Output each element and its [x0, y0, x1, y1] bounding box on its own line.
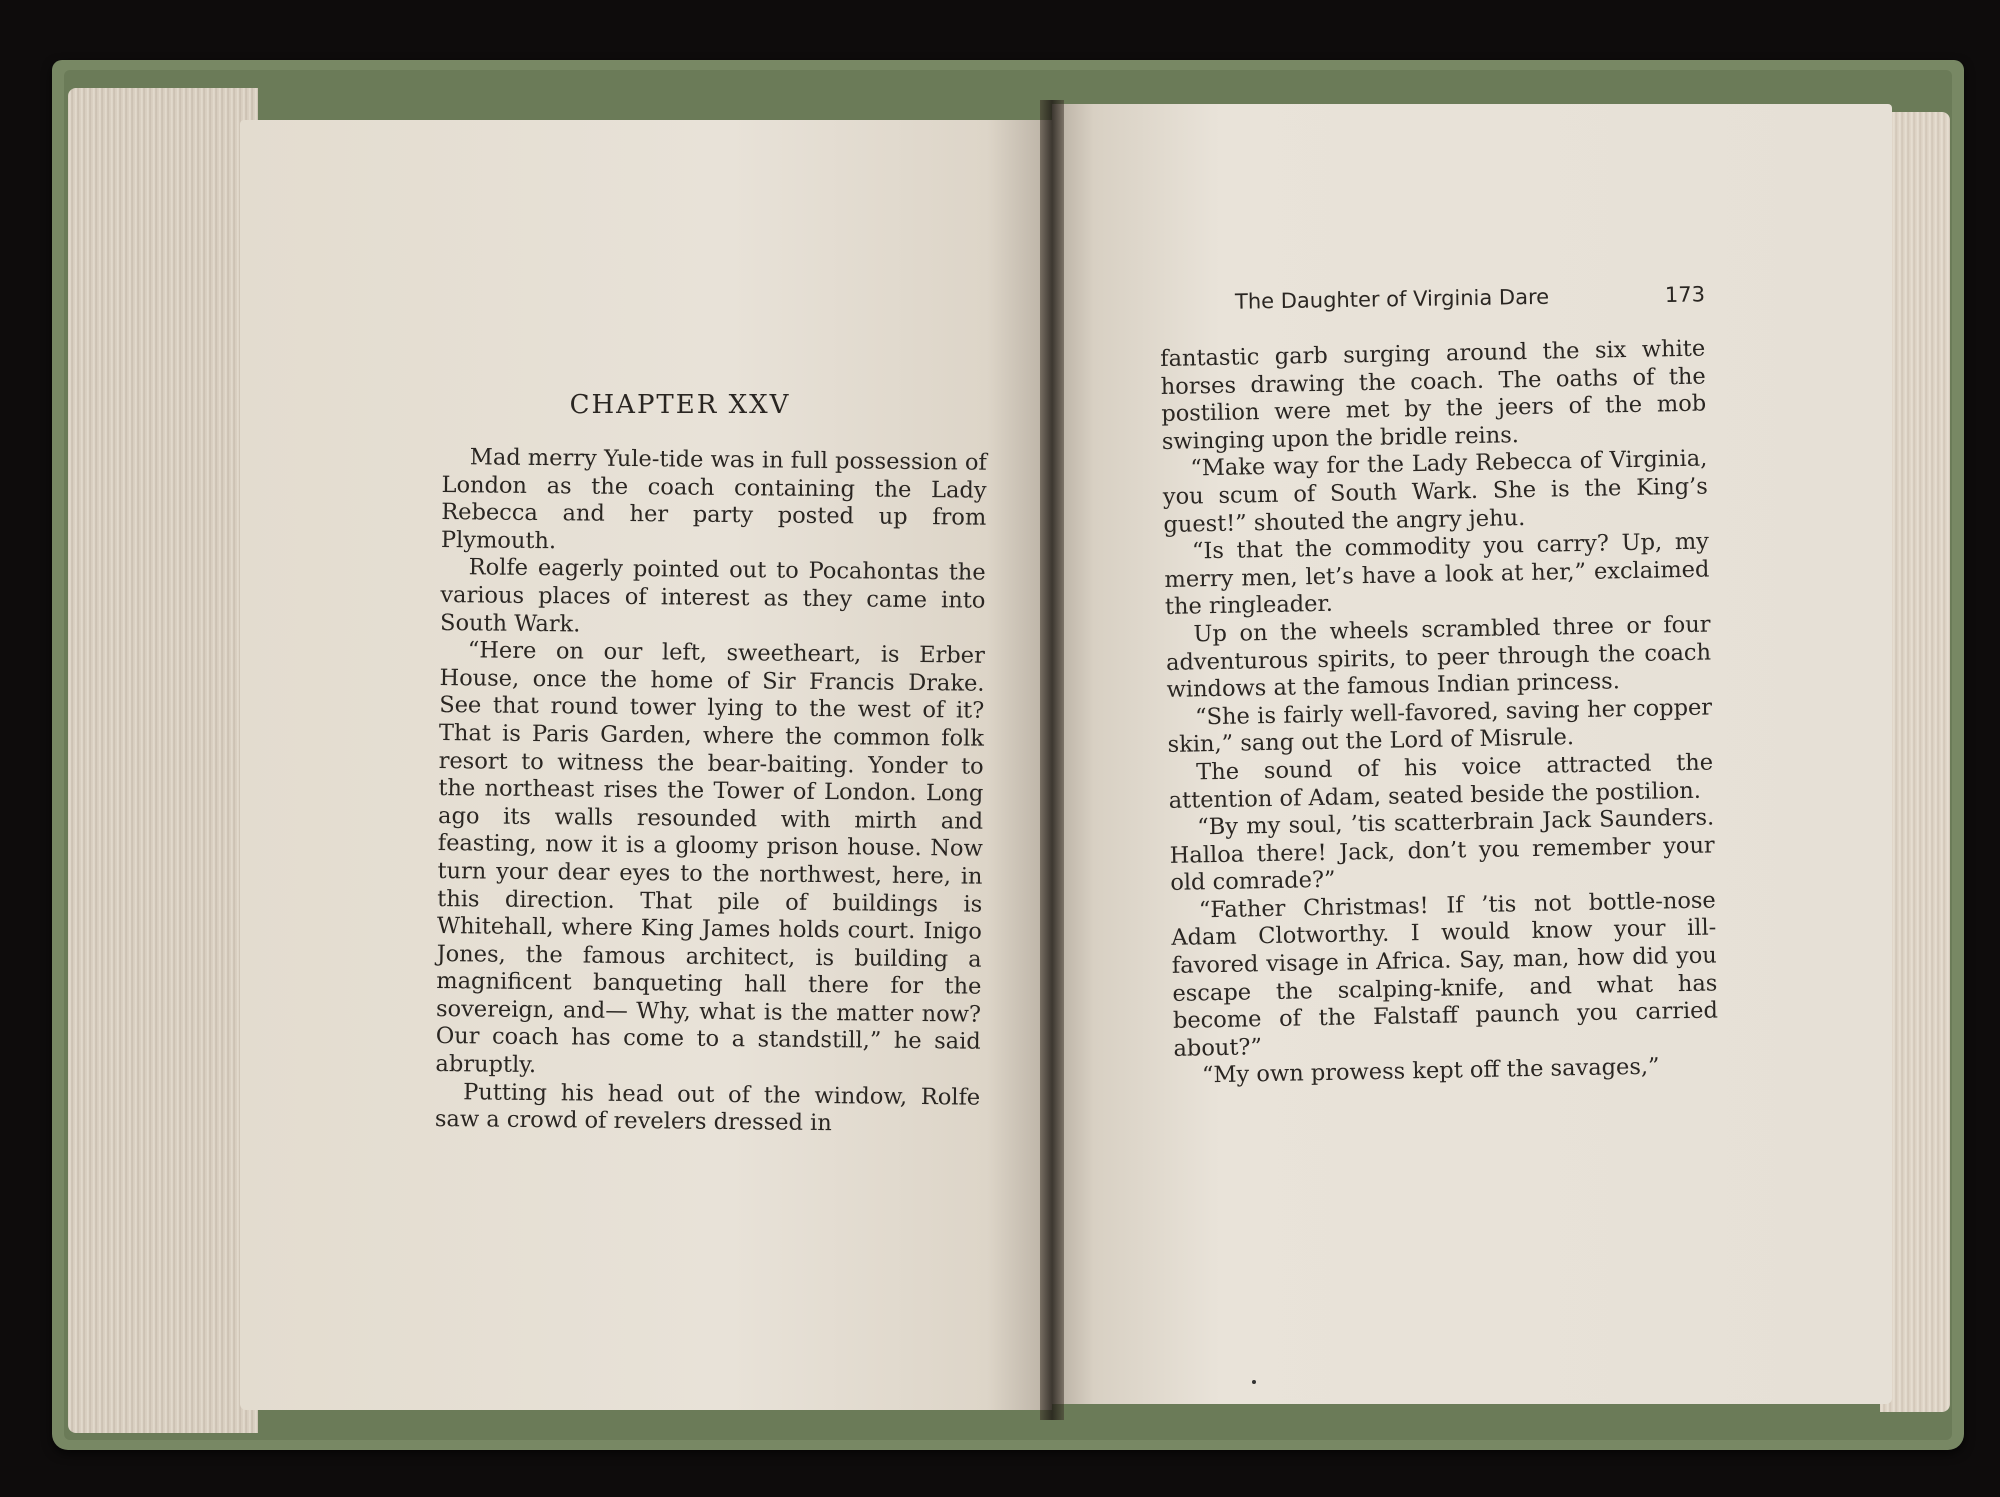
- paragraph: Rolfe eagerly pointed out to Pocahontas the various places of interest as they came into South Wark.: [439, 554, 986, 638]
- continuation-paragraph: fantastic garb surging around the six white horses drawing the coach. The oaths of the postilion were met by the jeers of the mob swinging upon the bridle reins.: [1160, 335, 1707, 455]
- paragraph: “Father Christmas! If ’tis not bottle-nose Adam Clotworthy. I would know your ill-favored visage in Africa. Say, man, how did you escape the scalping-knife, and what has become of the Falstaff paunch you carried about?”: [1171, 887, 1719, 1062]
- ink-speck: [1252, 1380, 1256, 1384]
- chapter-heading: CHAPTER XXV: [569, 390, 791, 420]
- paragraph: “By my soul, ’tis scatterbrain Jack Saunders. Halloa there! Jack, don’t you remember your old comrade?”: [1169, 804, 1715, 897]
- running-title: The Daughter of Virginia Dare: [1234, 284, 1550, 314]
- paragraph: The sound of his voice attracted the attention of Adam, seated beside the postilion.: [1168, 749, 1714, 814]
- page-number: 173: [1664, 282, 1706, 307]
- paragraph: Mad merry Yule-tide was in full possession of London as the coach containing the Lady Rebecca and her party posted up from Plymouth.: [440, 444, 987, 554]
- paragraph: Putting his head out of the window, Rolfe saw a crowd of revelers dressed in: [434, 1078, 981, 1137]
- right-page-text: [1160, 336, 1719, 1091]
- left-page-edges: [68, 88, 258, 1433]
- book-gutter: [1040, 100, 1064, 1420]
- paragraph: “Is that the commodity you carry? Up, my merry men, let’s have a look at her,” exclaimed the ringleader.: [1164, 528, 1710, 621]
- paragraph: “She is fairly well-favored, saving her copper skin,” sang out the Lord of Misrule.: [1167, 694, 1713, 759]
- paragraph: “Make way for the Lady Rebecca of Virginia, you scum of South Wark. She is the King’s guest!” shouted the angry jehu.: [1162, 445, 1709, 538]
- paragraph: “Here on our left, sweetheart, is Erber House, once the home of Sir Francis Drake. See that round tower lying to the west of it? That is Paris Garden, where the common folk resort to witness the bear-baiting. Yonder to the northeast rises the Tower of London. Long ago its walls resounded with mirth and feasting, now it is a gloomy prison house. Now turn your dear eyes to the northwest, here, in this direction. That pile of buildings is Whitehall, where King James holds court. Inigo Jones, the famous architect, is building a magnificent banqueting hall there for the sovereign, and— Why, what is the matter now? Our coach has come to a standstill,” he said abruptly.: [435, 637, 985, 1079]
- paragraph: Up on the wheels scrambled three or four adventurous spirits, to peer through the coach windows at the famous Indian princess.: [1165, 611, 1712, 704]
- left-page-text: [435, 444, 987, 1140]
- paragraph: “My own prowess kept off the savages,”: [1201, 1053, 1660, 1089]
